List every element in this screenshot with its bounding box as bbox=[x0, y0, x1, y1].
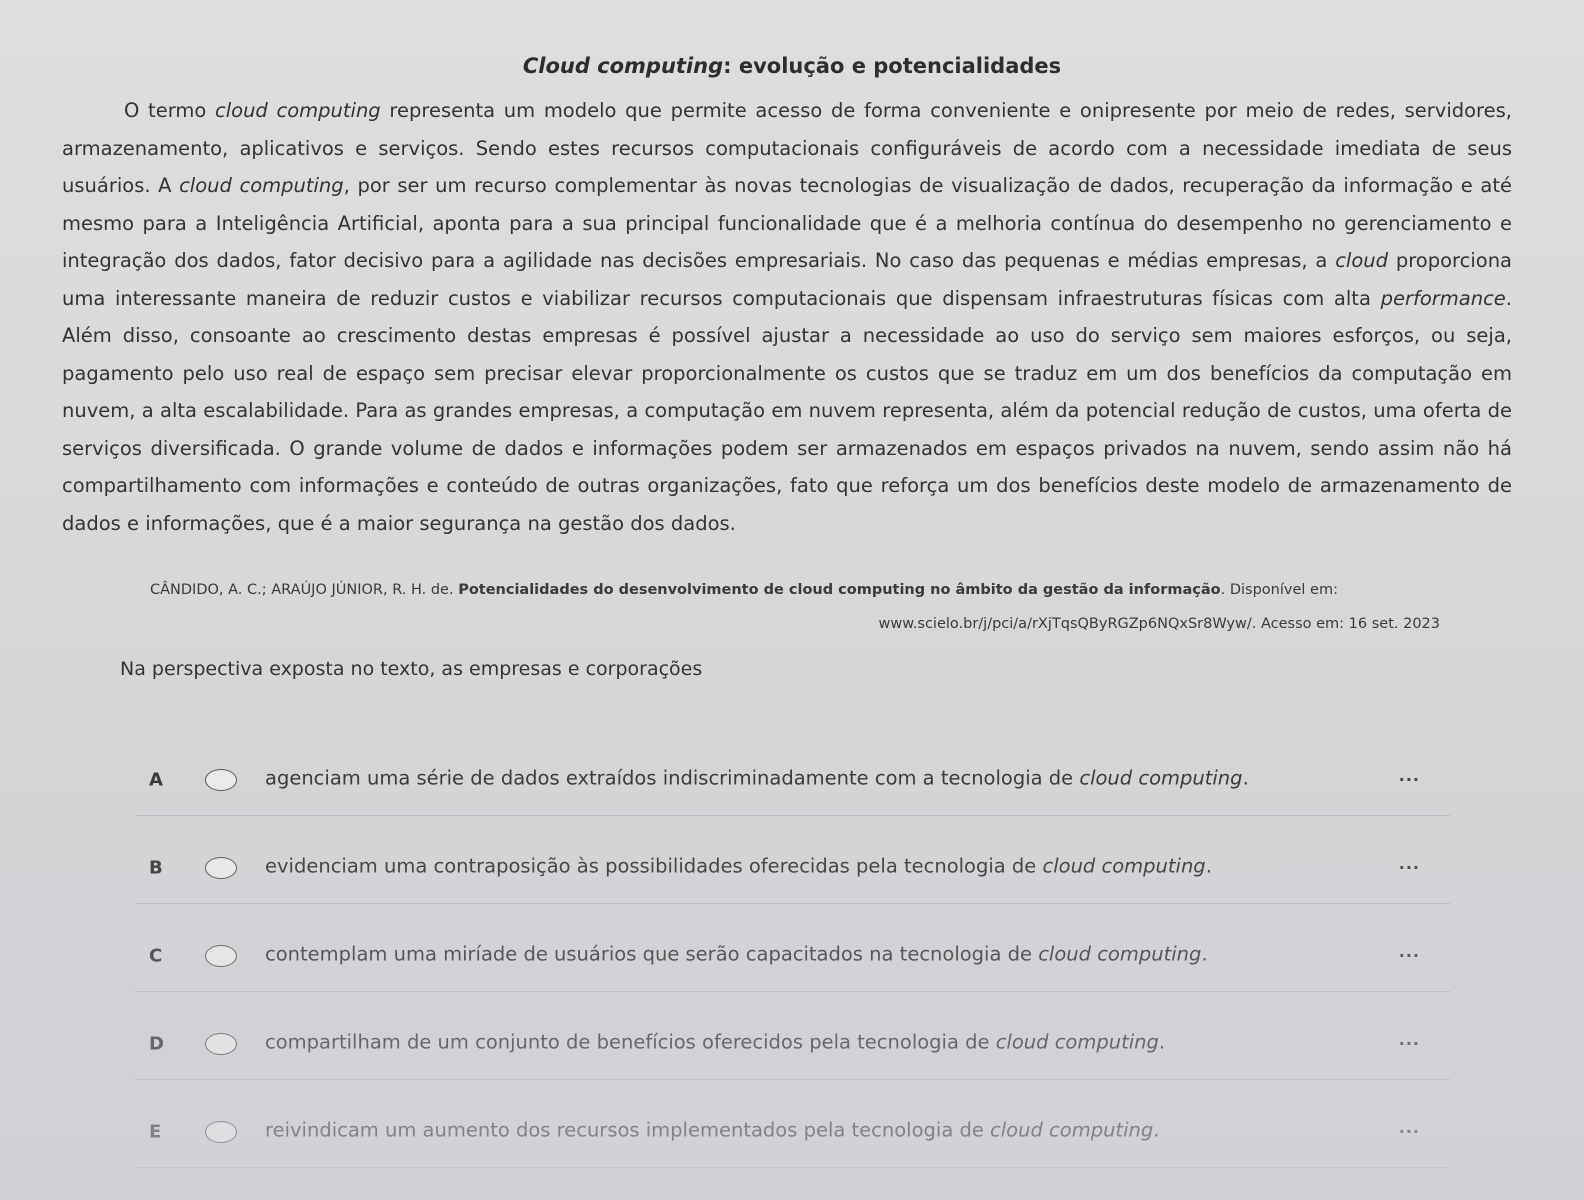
option-text-main: agenciam uma série de dados extraídos indiscriminadamente com a tecnologia de bbox=[265, 766, 1080, 790]
paragraph-italic-term: cloud computing bbox=[215, 99, 381, 122]
paragraph-text: O termo bbox=[124, 99, 215, 122]
option-e[interactable] bbox=[135, 1080, 1450, 1168]
option-text-end: . bbox=[1153, 1118, 1160, 1142]
option-text[interactable] bbox=[265, 1119, 1159, 1142]
option-radio[interactable] bbox=[205, 1121, 237, 1143]
option-d[interactable] bbox=[135, 992, 1450, 1080]
paragraph-text: , por ser um recurso complementar às novas tecnologias de visualização de dados, recuperação da informação e até mesmo para a Inteligência Artificial, aponta para a sua principal funcionalidade que é a melhoria contínua do desempenho no gerenciamento e integração dos dados, fator decisivo para a agilidade nas decisões empresariais. No caso das pequenas e médias empresas, a bbox=[62, 174, 1512, 272]
option-a[interactable] bbox=[135, 728, 1450, 816]
option-text[interactable] bbox=[265, 1031, 1165, 1054]
paragraph-text: representa um modelo que permite acesso de forma conveniente e onipresente por meio de redes, servidores, armazenamento, aplicativos e serviços. Sendo estes recursos computacionais configuráveis de acordo com a necessidade imediata de seus usuários. A bbox=[62, 99, 1512, 197]
paragraph-text: proporciona uma interessante maneira de reduzir custos e viabilizar recursos computacionais que dispensam infraestruturas físicas com alta bbox=[62, 249, 1513, 310]
paragraph-italic-term: performance bbox=[1380, 286, 1506, 310]
option-text-end: . bbox=[1205, 854, 1212, 878]
option-text-main: compartilham de um conjunto de benefícios oferecidos pela tecnologia de bbox=[265, 1030, 996, 1054]
option-text-term: cloud computing bbox=[995, 1030, 1159, 1054]
paragraph-italic-term: cloud computing bbox=[179, 174, 344, 197]
option-letter: B bbox=[149, 857, 163, 879]
reference-title: Potencialidades do desenvolvimento de cloud computing no âmbito da gestão da informação bbox=[458, 582, 1221, 598]
reference-line-citation bbox=[150, 580, 1490, 600]
option-letter: E bbox=[149, 1121, 162, 1143]
paragraph-text: . Além disso, consoante ao crescimento destas empresas é possível ajustar a necessidade ao uso do serviço sem maiores esforços, ou seja, pagamento pelo uso real de espaço sem precisar elevar proporcionalmente os custos que se traduz em um dos benefícios da computação em nuvem, a alta escalabilidade. Para as grandes empresas, a computação em nuvem representa, além da potencial redução de custos, uma oferta de serviços diversificada. O grande volume de dados e informações podem ser armazenados em espaços privados na nuvem, sendo assim não há compartilhamento com informações e conteúdo de outras organizações, fato que reforça um dos benefícios deste modelo de armazenamento de dados e informações, que é a maior segurança na gestão dos dados. bbox=[62, 286, 1512, 535]
option-letter: C bbox=[149, 945, 163, 967]
reference-url-line: www.scielo.br/j/pci/a/rXjTqsQByRGZp6NQxSr8Wyw/. Acesso em: 16 set. 2023 bbox=[878, 616, 1440, 632]
article-paragraph bbox=[62, 92, 1512, 542]
option-text[interactable] bbox=[265, 767, 1249, 790]
option-text[interactable] bbox=[265, 943, 1208, 966]
answer-options bbox=[135, 728, 1450, 1168]
option-text-term: cloud computing bbox=[1042, 854, 1206, 878]
reference-available: . Disponível em: bbox=[1220, 582, 1338, 598]
more-options-icon[interactable]: ... bbox=[1398, 766, 1420, 785]
option-b[interactable] bbox=[135, 816, 1450, 904]
option-text-end: . bbox=[1201, 942, 1208, 966]
article-title-italic: Cloud computing bbox=[522, 54, 724, 78]
article-title bbox=[0, 54, 1584, 78]
article-title-rest: : evolução e potencialidades bbox=[723, 54, 1062, 78]
option-text-main: reivindicam um aumento dos recursos implementados pela tecnologia de bbox=[265, 1118, 991, 1142]
option-text-end: . bbox=[1158, 1030, 1166, 1054]
more-options-icon[interactable]: ... bbox=[1398, 942, 1420, 961]
option-text-term: cloud computing bbox=[1079, 766, 1243, 790]
option-radio[interactable] bbox=[205, 1033, 237, 1055]
question-stem: Na perspectiva exposta no texto, as empresas e corporações bbox=[120, 658, 703, 680]
option-text-term: cloud computing bbox=[1038, 942, 1202, 966]
more-options-icon[interactable]: ... bbox=[1398, 1118, 1420, 1137]
option-text-main: evidenciam uma contraposição às possibilidades oferecidas pela tecnologia de bbox=[265, 854, 1043, 878]
option-text-term: cloud computing bbox=[990, 1118, 1154, 1142]
article-reference bbox=[150, 580, 1490, 634]
option-letter: A bbox=[149, 769, 163, 791]
more-options-icon[interactable]: ... bbox=[1398, 854, 1420, 873]
more-options-icon[interactable]: ... bbox=[1398, 1030, 1420, 1049]
option-letter: D bbox=[149, 1033, 164, 1055]
reference-authors: CÂNDIDO, A. C.; ARAÚJO JÚNIOR, R. H. de. bbox=[150, 582, 459, 598]
option-text[interactable] bbox=[265, 855, 1212, 878]
option-radio[interactable] bbox=[205, 769, 237, 791]
option-c[interactable] bbox=[135, 904, 1450, 992]
paragraph-italic-term: cloud bbox=[1335, 249, 1388, 272]
option-text-main: contemplam uma miríade de usuários que serão capacitados na tecnologia de bbox=[265, 942, 1039, 966]
option-radio[interactable] bbox=[205, 945, 237, 967]
option-text-end: . bbox=[1242, 766, 1249, 790]
option-radio[interactable] bbox=[205, 857, 237, 879]
